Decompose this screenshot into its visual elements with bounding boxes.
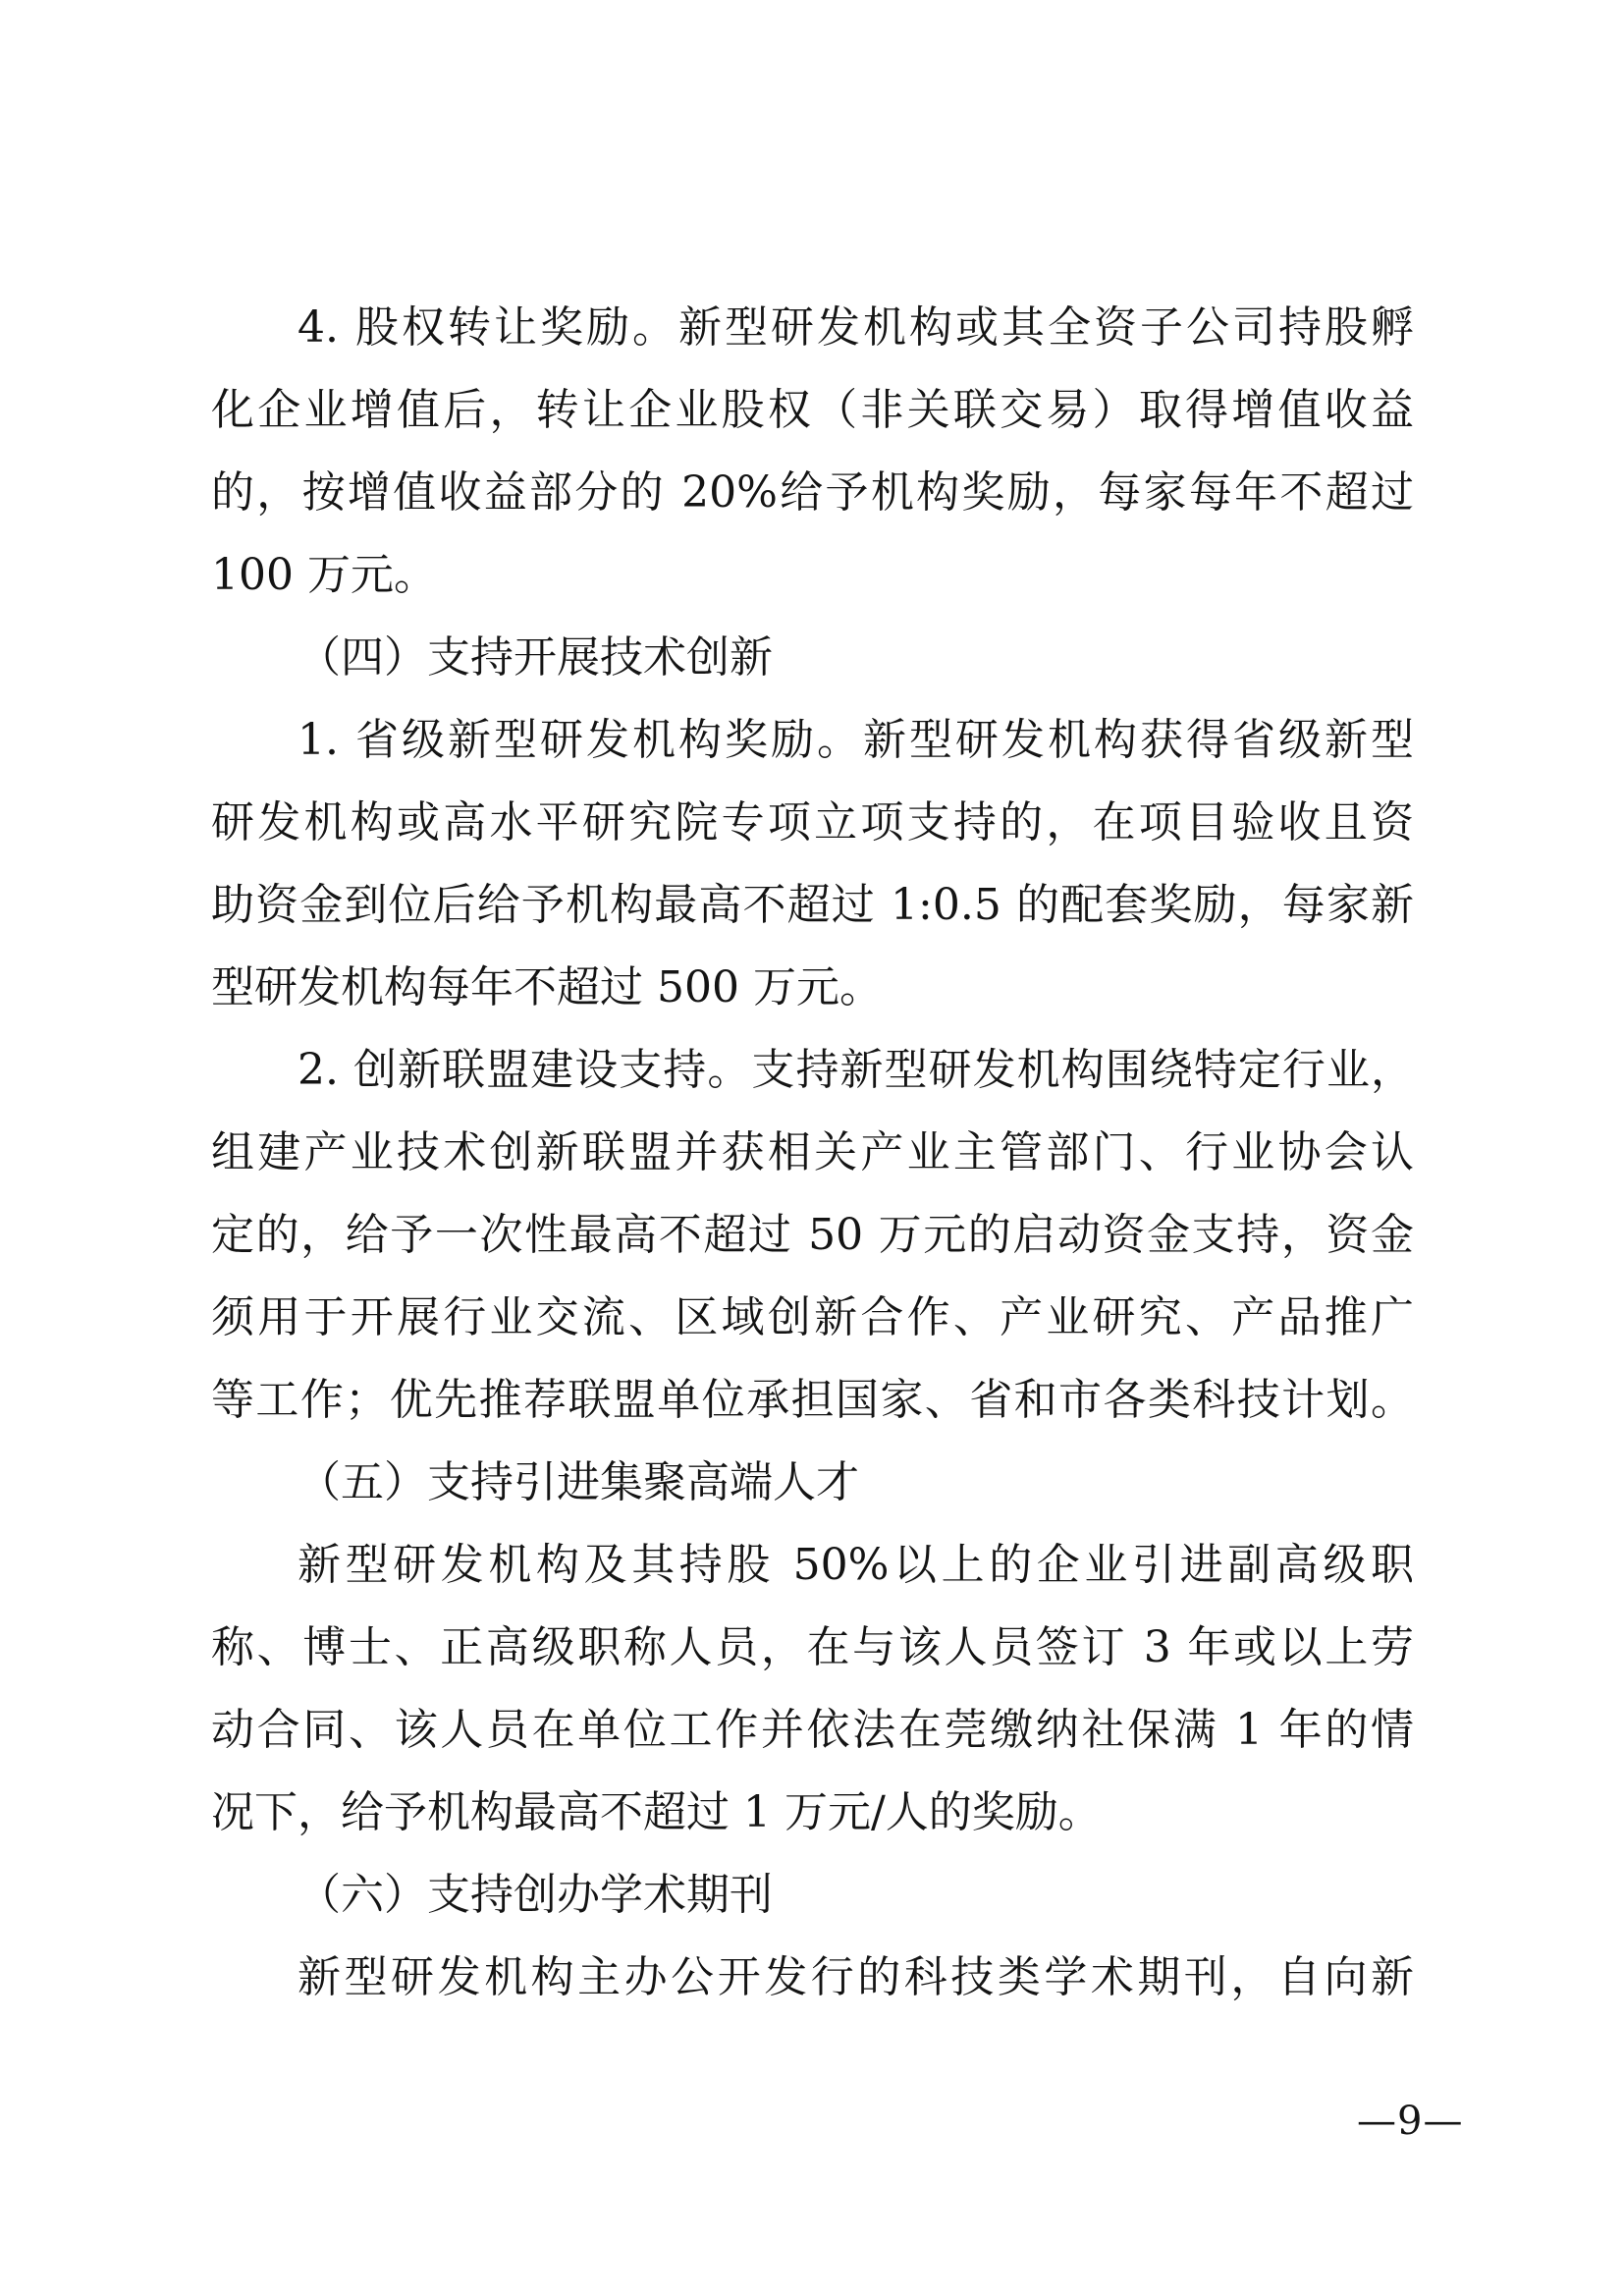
page-number: —9— <box>1357 2099 1464 2144</box>
section-heading: （四）支持开展技术创新 <box>298 632 773 683</box>
paragraph-line: 组建产业技术创新联盟并获相关产业主管部门、行业协会认 <box>211 1127 1414 1177</box>
paragraph-line: 定的，给予一次性最高不超过 50 万元的启动资金支持，资金 <box>211 1210 1414 1260</box>
section-heading: （五）支持引进集聚高端人才 <box>298 1457 859 1507</box>
paragraph-line: 4. 股权转让奖励。新型研发机构或其全资子公司持股孵 <box>298 302 1414 353</box>
paragraph-line: 2. 创新联盟建设支持。支持新型研发机构围绕特定行业， <box>298 1045 1414 1095</box>
paragraph-line: 化企业增值后，转让企业股权（非关联交易）取得增值收益 <box>211 385 1414 435</box>
paragraph-line: 助资金到位后给予机构最高不超过 1:0.5 的配套奖励，每家新 <box>211 880 1414 930</box>
paragraph-line: 1. 省级新型研发机构奖励。新型研发机构获得省级新型 <box>298 715 1414 765</box>
paragraph-line: 新型研发机构主办公开发行的科技类学术期刊，自向新 <box>298 1952 1414 2002</box>
paragraph-line: 研发机构或高水平研究院专项立项支持的，在项目验收且资 <box>211 797 1414 847</box>
paragraph-line: 型研发机构每年不超过 500 万元。 <box>211 962 883 1012</box>
paragraph-line: 须用于开展行业交流、区域创新合作、产业研究、产品推广 <box>211 1292 1414 1342</box>
paragraph-line: 动合同、该人员在单位工作并依法在莞缴纳社保满 1 年的情 <box>211 1705 1414 1755</box>
paragraph-line: 100 万元。 <box>211 550 437 600</box>
paragraph-line: 的，按增值收益部分的 20%给予机构奖励，每家每年不超过 <box>211 467 1414 518</box>
document-body <box>211 287 1414 2019</box>
paragraph-line: 称、博士、正高级职称人员，在与该人员签订 3 年或以上劳 <box>211 1622 1414 1672</box>
paragraph-line: 等工作；优先推荐联盟单位承担国家、省和市各类科技计划。 <box>211 1375 1414 1425</box>
section-heading: （六）支持创办学术期刊 <box>298 1870 773 1920</box>
paragraph-line: 新型研发机构及其持股 50%以上的企业引进副高级职 <box>298 1540 1414 1590</box>
paragraph-line: 况下，给予机构最高不超过 1 万元/人的奖励。 <box>211 1787 1102 1837</box>
